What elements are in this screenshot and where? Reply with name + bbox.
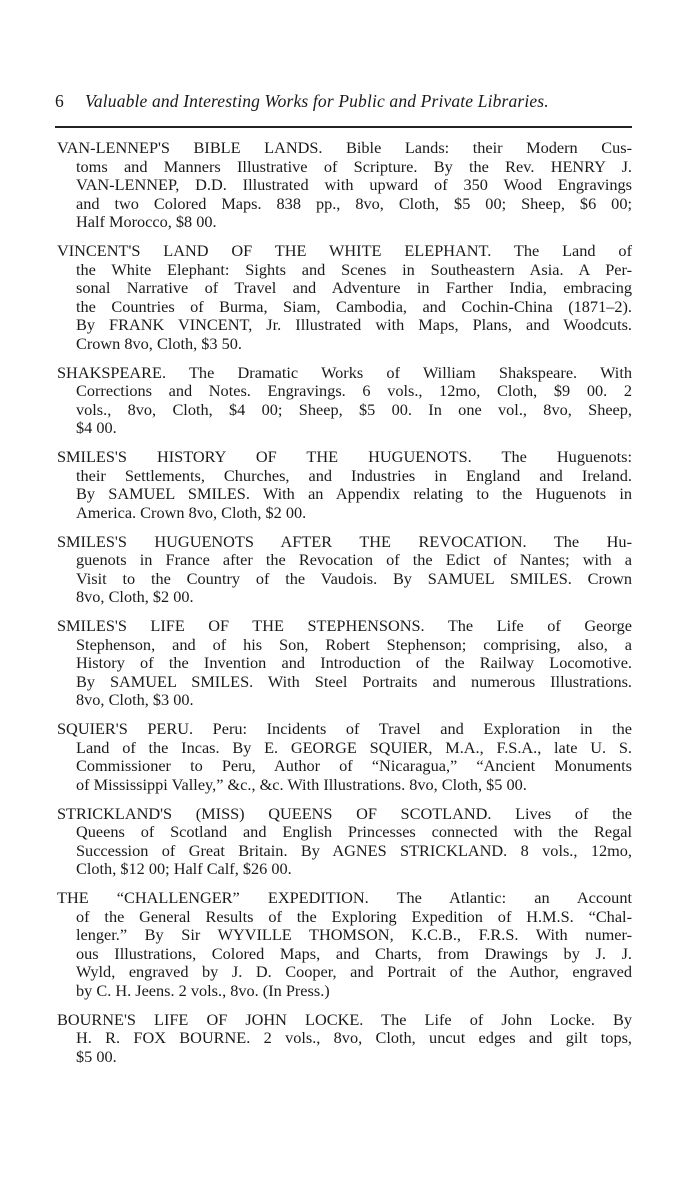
entry-text-line: VAN-LENNEP, D.D. Illustrated with upward of 350 Wood Engravings: [76, 175, 632, 194]
entry-text-line: By FRANK VINCENT, Jr. Illustrated with Maps, Plans, and Woodcuts.: [76, 315, 632, 334]
entry-text-line: Wyld, engraved by J. D. Cooper, and Portrait of the Author, engraved: [76, 962, 632, 981]
entry-text-line: Stephenson, and of his Son, Robert Stephenson; comprising, also, a: [76, 634, 632, 654]
entry-text-line: Commissioner to Peru, Author of “Nicaragua,” “Ancient Monuments: [76, 756, 632, 775]
entry-text-line: By SAMUEL SMILES. With Steel Portraits and numerous Illustrations.: [76, 671, 632, 691]
entry-text-line: toms and Manners Illustrative of Scripture. By the Rev. HENRY J.: [76, 156, 632, 176]
entry-text-line: vols., 8vo, Cloth, $4 00; Sheep, $5 00. In one vol., 8vo, Sheep,: [76, 399, 632, 419]
entry-text-line: of Mississippi Valley,” &c., &c. With Illustrations. 8vo, Cloth, $5 00.: [76, 774, 527, 794]
catalogue-entry: [57, 139, 632, 232]
entry-text-line: sonal Narrative of Travel and Adventure in Farther India, embracing: [76, 278, 632, 297]
catalogue-entries: [57, 139, 632, 1077]
page-number: 6: [55, 91, 64, 111]
entry-text-line: their Settlements, Churches, and Industries in England and Ireland.: [76, 465, 632, 485]
entry-title-line: BOURNE'S LIFE OF JOHN LOCKE. The Life of John Locke. By: [57, 1009, 632, 1029]
entry-text-line: 8vo, Cloth, $3 00.: [76, 690, 194, 709]
catalogue-entry: [57, 448, 632, 522]
entry-text-line: Succession of Great Britain. By AGNES STRICKLAND. 8 vols., 12mo,: [76, 840, 632, 860]
catalogue-entry: [57, 1011, 632, 1067]
running-header: [55, 91, 632, 112]
catalogue-entry: [57, 617, 632, 710]
entry-text-line: the Countries of Burma, Siam, Cambodia, and Cochin-China (1871–2).: [76, 296, 632, 316]
entry-text-line: Half Morocco, $8 00.: [76, 212, 217, 231]
entry-text-line: ous Illustrations, Colored Maps, and Charts, from Drawings by J. J.: [76, 943, 632, 963]
entry-text-line: lenger.” By Sir WYVILLE THOMSON, K.C.B., F.R.S. With numer-: [76, 925, 632, 944]
entry-text-line: Crown 8vo, Cloth, $3 50.: [76, 333, 242, 353]
entry-title-line: SMILES'S LIFE OF THE STEPHENSONS. The Life of George: [57, 616, 632, 635]
catalogue-entry: [57, 720, 632, 794]
catalogue-entry: [57, 533, 632, 607]
entry-text-line: Queens of Scotland and English Princesses connected with the Regal: [76, 822, 632, 841]
header-rule: [55, 126, 632, 128]
entry-text-line: $5 00.: [76, 1046, 117, 1066]
entry-text-line: 8vo, Cloth, $2 00.: [76, 587, 194, 606]
catalogue-entry: [57, 805, 632, 879]
running-title: Valuable and Interesting Works for Public and Private Libraries.: [85, 91, 549, 111]
entry-title-line: VINCENT'S LAND OF THE WHITE ELEPHANT. The Land of: [57, 241, 632, 260]
entry-text-line: guenots in France after the Revocation of the Edict of Nantes; with a: [76, 550, 632, 569]
entry-text-line: Land of the Incas. By E. GEORGE SQUIER, M.A., F.S.A., late U. S.: [76, 737, 632, 757]
entry-text-line: America. Crown 8vo, Cloth, $2 00.: [76, 502, 307, 522]
entry-title-line: SHAKSPEARE. The Dramatic Works of William Shakspeare. With: [57, 362, 632, 382]
entry-title-line: THE “CHALLENGER” EXPEDITION. The Atlantic: an Account: [57, 888, 632, 907]
entry-text-line: $4 00.: [76, 418, 117, 437]
entry-title-line: SQUIER'S PERU. Peru: Incidents of Travel and Exploration in the: [57, 719, 632, 738]
entry-text-line: By SAMUEL SMILES. With an Appendix relating to the Huguenots in: [76, 484, 632, 503]
entry-title-line: SMILES'S HUGUENOTS AFTER THE REVOCATION. The Hu-: [57, 531, 632, 551]
entry-text-line: History of the Invention and Introduction of the Railway Locomotive.: [76, 653, 632, 672]
entry-text-line: Corrections and Notes. Engravings. 6 vols., 12mo, Cloth, $9 00. 2: [76, 381, 632, 400]
entry-text-line: of the General Results of the Exploring Expedition of H.M.S. “Chal-: [76, 906, 632, 926]
entry-text-line: and two Colored Maps. 838 pp., 8vo, Cloth, $5 00; Sheep, $6 00;: [76, 193, 632, 213]
entry-title-line: SMILES'S HISTORY OF THE HUGUENOTS. The Huguenots:: [57, 447, 632, 466]
entry-text-line: H. R. FOX BOURNE. 2 vols., 8vo, Cloth, uncut edges and gilt tops,: [76, 1028, 632, 1047]
entry-text-line: Visit to the Country of the Vaudois. By SAMUEL SMILES. Crown: [76, 568, 632, 588]
catalogue-entry: [57, 364, 632, 438]
catalogue-entry: [57, 889, 632, 1000]
entry-text-line: Cloth, $12 00; Half Calf, $26 00.: [76, 859, 292, 878]
entry-text-line: by C. H. Jeens. 2 vols., 8vo. (In Press.): [76, 980, 330, 1000]
catalogue-entry: [57, 242, 632, 353]
entry-title-line: STRICKLAND'S (MISS) QUEENS OF SCOTLAND. Lives of the: [57, 803, 632, 823]
entry-text-line: the White Elephant: Sights and Scenes in Southeastern Asia. A Per-: [76, 259, 632, 279]
entry-title-line: VAN-LENNEP'S BIBLE LANDS. Bible Lands: their Modern Cus-: [57, 138, 632, 157]
